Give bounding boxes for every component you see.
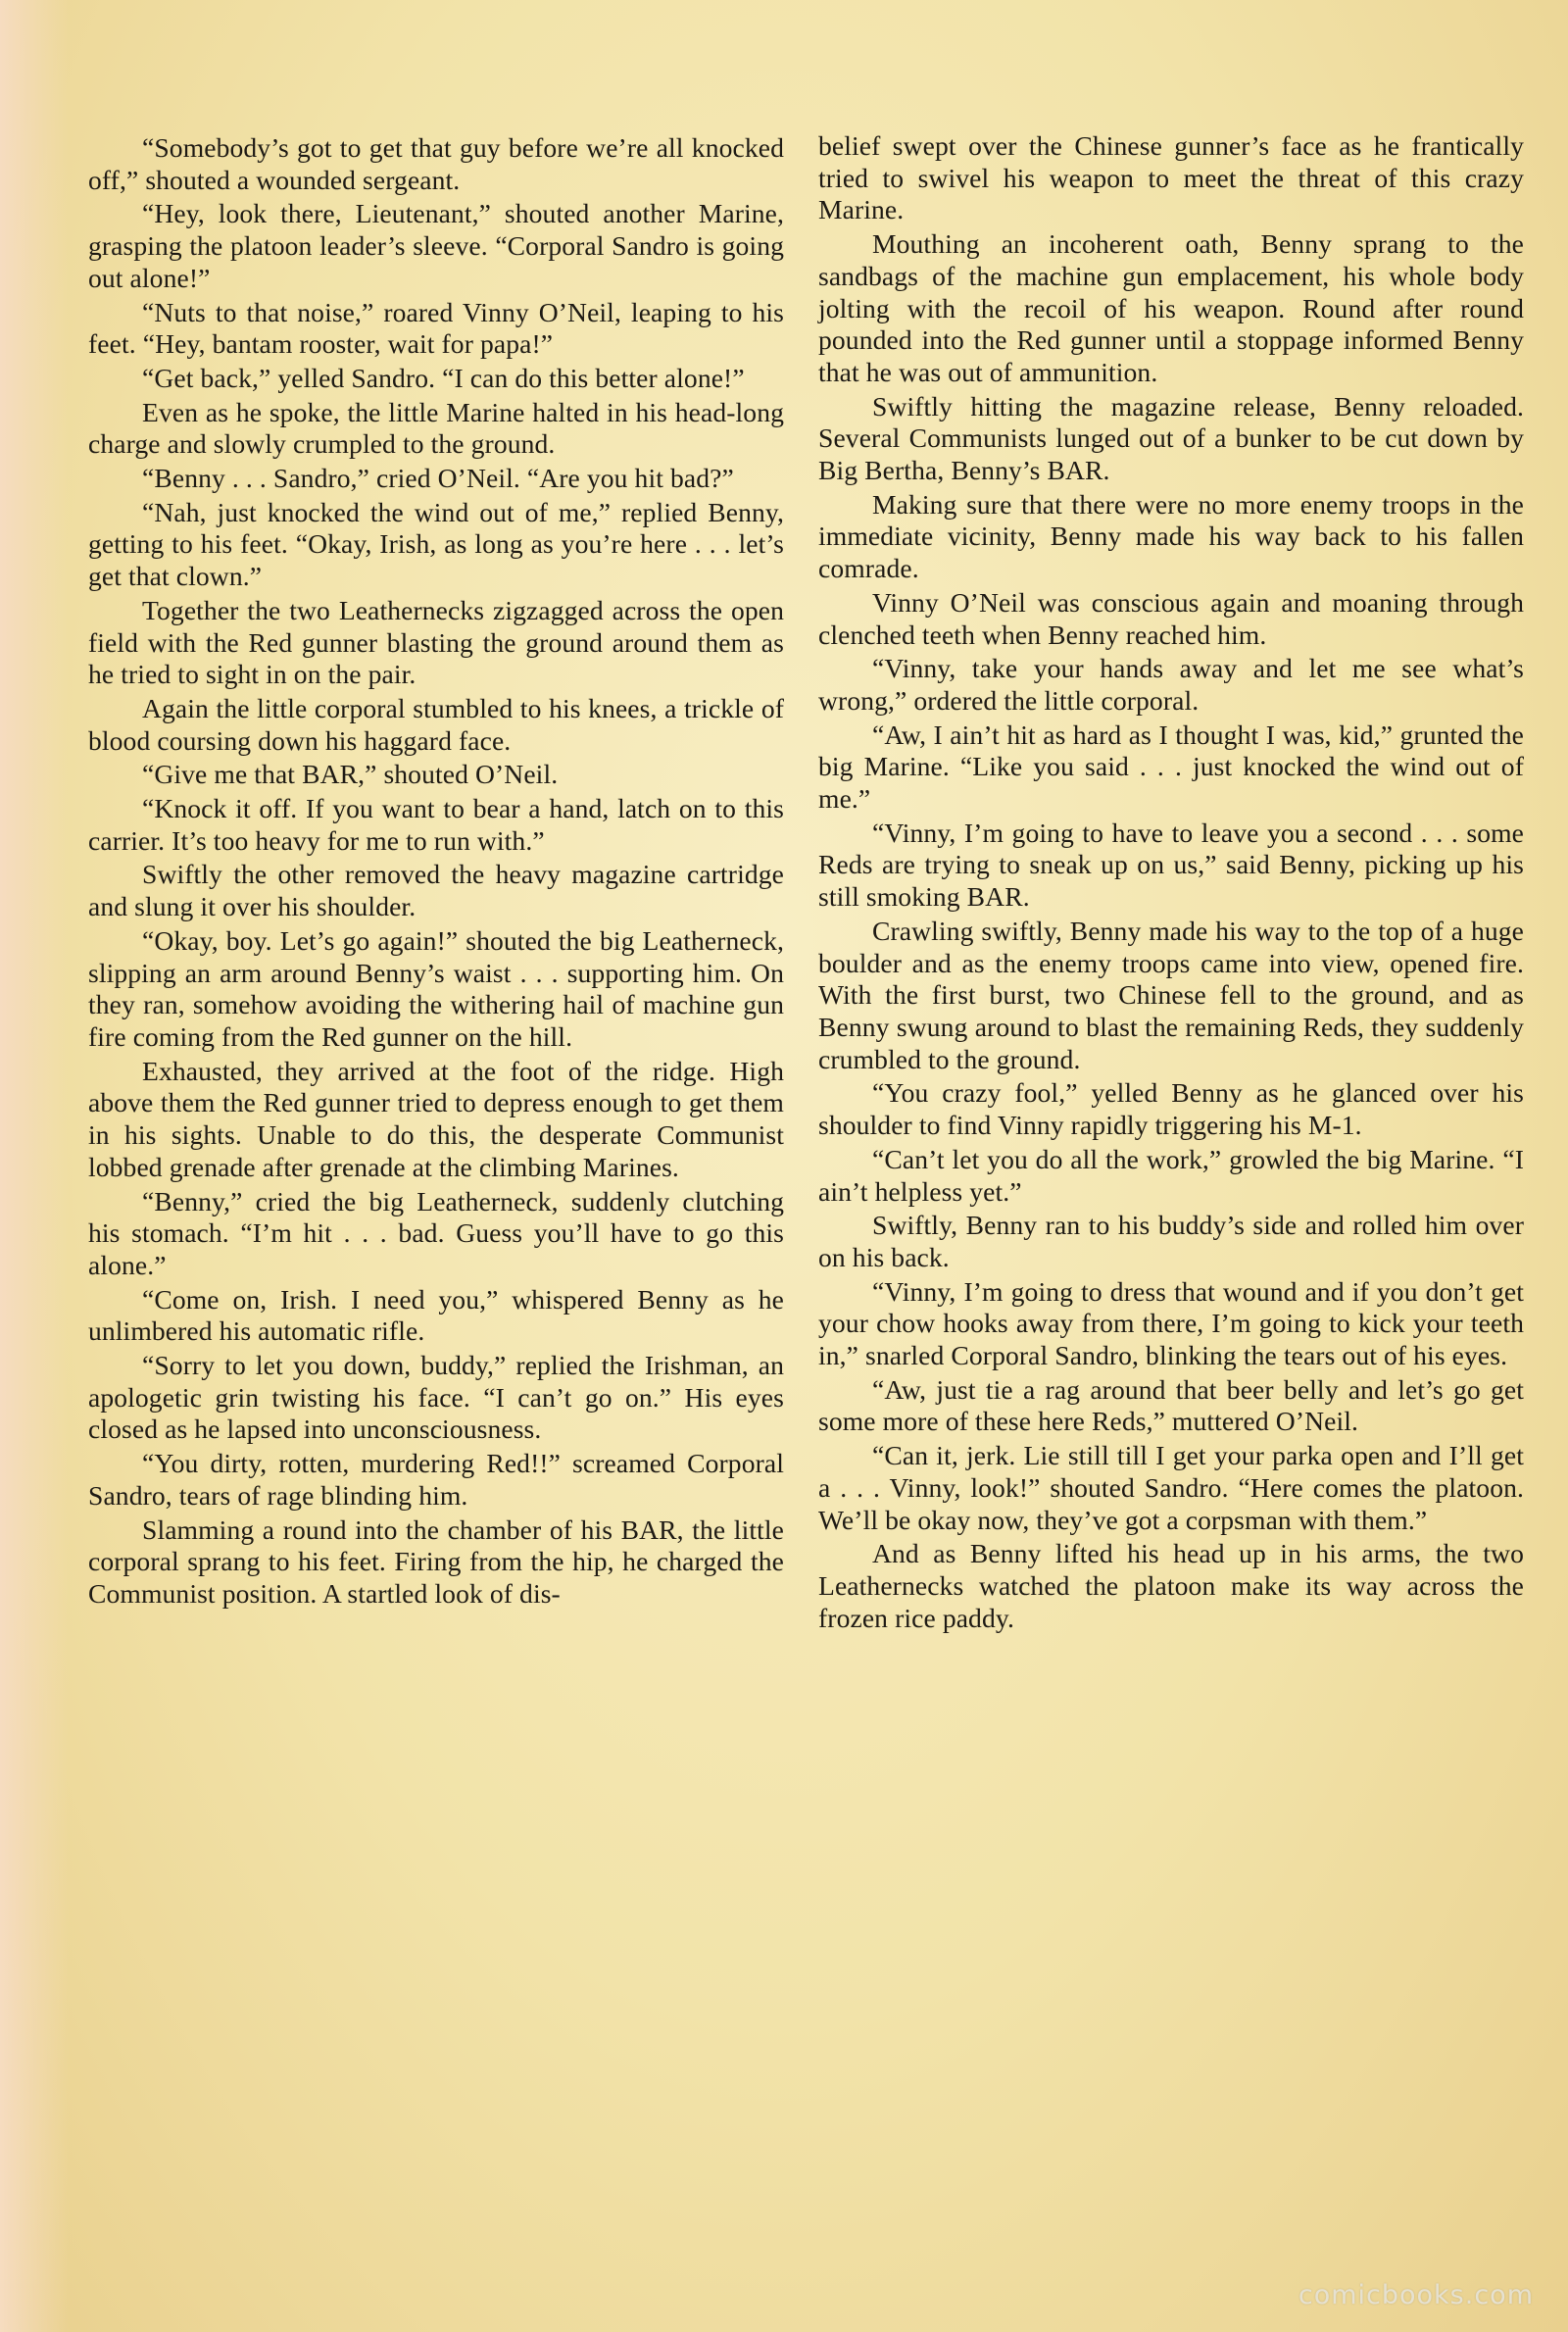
paragraph: “Come on, Irish. I need you,” whispered Benny as he unlimbered his automatic rifle. (88, 1283, 784, 1347)
paragraph: Slamming a round into the chamber of his BAR, the little corporal sprang to his feet. Firing from the hip, he charged the Communist position. A startled look of dis- (88, 1513, 784, 1609)
paragraph: Mouthing an incoherent oath, Benny sprang to the sandbags of the machine gun emplacement, his whole body jolting with the recoil of his weapon. Round after round pounded into the Red gunner until a stoppage informed Benny that he was out of ammunition. (818, 228, 1524, 387)
paragraph: Crawling swiftly, Benny made his way to the top of a huge boulder and as the enemy troops came into view, opened fire. With the first burst, two Chinese fell to the ground, and as Benny swung around to blast the remaining Reds, they suddenly crumbled to the ground. (818, 915, 1524, 1074)
left-text-column (88, 132, 784, 1613)
paragraph: “Aw, I ain’t hit as hard as I thought I was, kid,” grunted the big Marine. “Like you said . . . just knocked the wind out of me.” (818, 719, 1524, 815)
paragraph: “Sorry to let you down, buddy,” replied the Irishman, an apologetic grin twisting his face. “I can’t go on.” His eyes closed as he lapsed into unconsciousness. (88, 1350, 784, 1445)
paragraph: “Benny . . . Sandro,” cried O’Neil. “Are you hit bad?” (142, 463, 734, 494)
paragraph: “Can’t let you do all the work,” growled the big Marine. “I ain’t helpless yet.” (818, 1143, 1524, 1207)
paragraph: “Benny,” cried the big Leatherneck, suddenly clutching his stomach. “I’m hit . . . bad. Guess you’ll have to go this alone.” (88, 1185, 784, 1280)
paragraph: “Nuts to that noise,” roared Vinny O’Neil, leaping to his feet. “Hey, bantam rooster, wait for papa!” (88, 296, 784, 360)
paragraph: “Hey, look there, Lieutenant,” shouted another Marine, grasping the platoon leader’s sleeve. “Corporal Sandro is going out alone!” (88, 198, 784, 293)
paragraph: “Somebody’s got to get that guy before we’re all knocked off,” shouted a wounded sergeant. (88, 132, 784, 195)
paragraph: “Vinny, I’m going to dress that wound and if you don’t get your chow hooks away from there, I’m going to kick your teeth in,” snarled Corporal Sandro, blinking the tears out of his eyes. (818, 1275, 1524, 1371)
paragraph: Swiftly hitting the magazine release, Benny reloaded. Several Communists lunged out of a bunker to be cut down by Big Bertha, Benny’s BAR. (818, 390, 1524, 486)
paragraph: Swiftly, Benny ran to his buddy’s side and rolled him over on his back. (818, 1210, 1524, 1272)
paragraph: Even as he spoke, the little Marine halted in his head-long charge and slowly crumpled to the ground. (88, 396, 784, 460)
paragraph: And as Benny lifted his head up in his arms, the two Leathernecks watched the platoon make its way across the frozen rice paddy. (818, 1538, 1524, 1633)
paragraph: “You crazy fool,” yelled Benny as he glanced over his shoulder to find Vinny rapidly triggering his M-1. (818, 1077, 1524, 1141)
paragraph: “Aw, just tie a rag around that beer belly and let’s go get some more of these here Reds,” muttered O’Neil. (818, 1373, 1524, 1437)
paragraph: Together the two Leathernecks zigzagged across the open field with the Red gunner blasting the ground around them as he tried to sight in on the pair. (88, 594, 784, 690)
paragraph: Vinny O’Neil was conscious again and moaning through clenched teeth when Benny reached him. (818, 586, 1524, 650)
paragraph: Exhausted, they arrived at the foot of the ridge. High above them the Red gunner tried to depress enough to get them in his sights. Unable to do this, the desperate Communist lobbed grenade after grenade at the climbing Marines. (88, 1055, 784, 1182)
paragraph: “Knock it off. If you want to bear a hand, latch on to this carrier. It’s too heavy for me to run with.” (88, 793, 784, 856)
right-text-column (818, 130, 1524, 1636)
watermark: comicbooks.com (1298, 2280, 1534, 2310)
paragraph: Again the little corporal stumbled to his knees, a trickle of blood coursing down his haggard face. (88, 692, 784, 756)
paragraph: “You dirty, rotten, murdering Red!!” screamed Corporal Sandro, tears of rage blinding him. (88, 1448, 784, 1511)
paragraph: “Vinny, I’m going to have to leave you a second . . . some Reds are trying to sneak up on us,” said Benny, picking up his still smoking BAR. (818, 817, 1524, 913)
paragraph: “Vinny, take your hands away and let me see what’s wrong,” ordered the little corporal. (818, 653, 1524, 716)
paragraph: “Okay, boy. Let’s go again!” shouted the big Leatherneck, slipping an arm around Benny’s waist . . . supporting him. On they ran, somehow avoiding the withering hail of machine gun fire coming from the Red gunner on the hill. (88, 924, 784, 1052)
paragraph: “Nah, just knocked the wind out of me,” replied Benny, getting to his feet. “Okay, Irish, as long as you’re here . . . let’s get that clown.” (88, 496, 784, 592)
paragraph: “Give me that BAR,” shouted O’Neil. (142, 759, 559, 790)
paragraph-continuation: belief swept over the Chinese gunner’s face as he frantically tried to swivel his weapon to meet the threat of this crazy Marine. (818, 130, 1524, 225)
paragraph: Making sure that there were no more enemy troops in the immediate vicinity, Benny made his way back to his fallen comrade. (818, 488, 1524, 584)
paragraph: “Get back,” yelled Sandro. “I can do this better alone!” (142, 362, 745, 393)
paragraph: Swiftly the other removed the heavy magazine cartridge and slung it over his shoulder. (88, 859, 784, 922)
paragraph: “Can it, jerk. Lie still till I get your parka open and I’ll get a . . . Vinny, look!” shouted Sandro. “Here comes the platoon. We’ll be okay now, they’ve got a corpsman with them.” (818, 1440, 1524, 1535)
